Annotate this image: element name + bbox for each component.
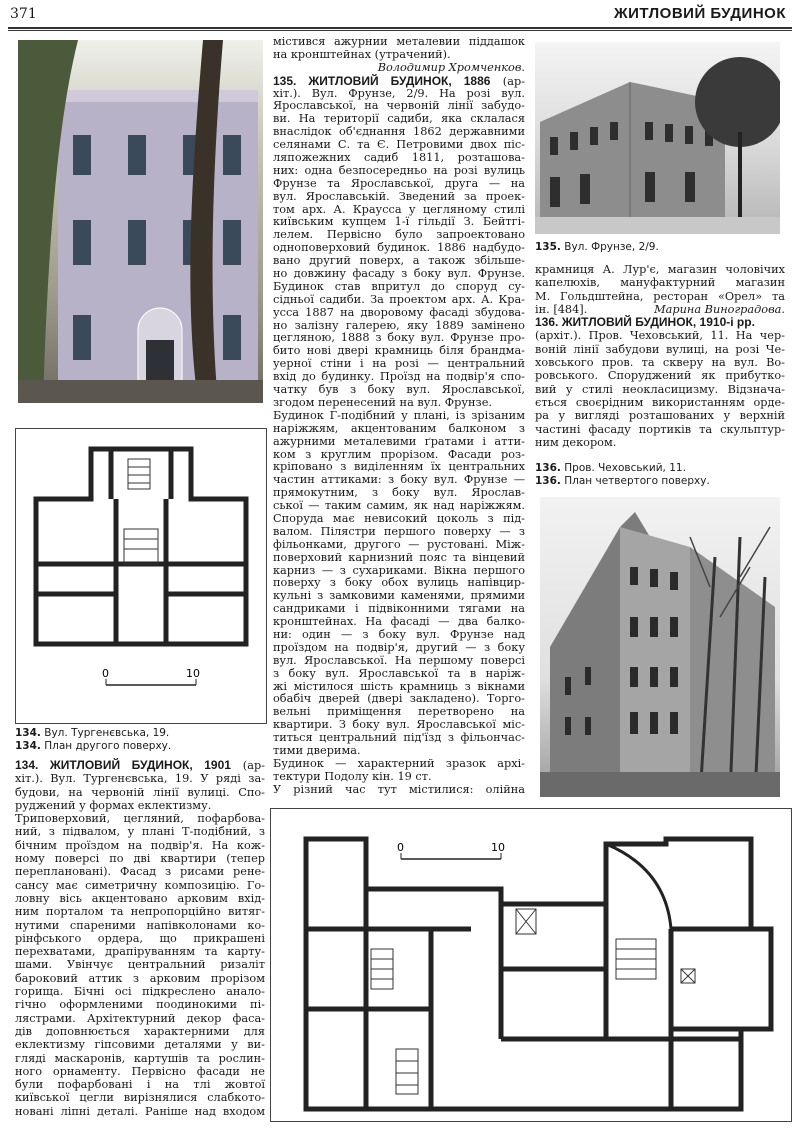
line-text: усса 1887 на дворовому фасаді збудова- [273, 305, 525, 319]
line-text: Споруда має невисокий цоколь з під- [273, 511, 525, 525]
paragraph [273, 758, 525, 784]
line-text: перехватами, драпіруванням та карту- [15, 945, 265, 959]
text-line [15, 985, 265, 998]
paragraph [273, 36, 525, 62]
line-text: прямокутним, з боку вул. Ярослав- [273, 486, 525, 500]
line-text: згодом перенесений на вул. Фрунзе. [273, 395, 492, 409]
line-text: ської — таким самим, як над наріжжям. [273, 499, 525, 513]
text-line [15, 1105, 265, 1118]
caption-134-plan: 134. План другого поверху. [15, 739, 172, 752]
text-line [535, 383, 785, 396]
author-signature: Марина Виноградова. [654, 302, 785, 316]
line-text: еклектизму гіпсовими деталями у ви- [15, 1038, 265, 1052]
line-text: бічним проїздом на подвір'я. На кож- [15, 838, 265, 852]
text-line [15, 972, 265, 985]
text-line [273, 49, 525, 62]
text-line [15, 799, 265, 812]
line-text: карниз — з сухариками. Вікна першого [273, 563, 525, 577]
line-text: но залізну галерею, яку 1889 замінено [273, 318, 525, 332]
paragraph [273, 784, 525, 797]
text-line [15, 1012, 265, 1025]
text-line [535, 276, 785, 289]
line-text: бито нові двері крамниць біля брандма- [273, 344, 525, 358]
line-text: валом. Пілястри першого поверху — з [273, 524, 525, 538]
running-title: ЖИТЛОВИЙ БУДИНОК [614, 5, 786, 22]
captions-134 [15, 727, 265, 752]
caption-136-plan: 136. План четвертого поверху. [535, 474, 710, 487]
paragraph [15, 812, 265, 1118]
text-line [15, 998, 265, 1011]
paragraph [535, 263, 785, 316]
text-line [535, 396, 785, 409]
text-line [15, 1025, 265, 1038]
line-text: проїздом на подвір'я, другий — з боку [273, 640, 525, 654]
line-text: шами. Увінчує центральний ризаліт [15, 958, 265, 972]
line-text: Фрунзе та Ярославської, друга — на [273, 176, 525, 190]
line-text: Будинок став впритул до споруд су- [273, 279, 525, 293]
line-text: том арх. А. Краусса у цегляному стилі [273, 202, 525, 216]
column-1-text [15, 759, 265, 1118]
line-text: поверху з боку обох вулиць напівцир- [273, 576, 525, 590]
line-text: Будинок Г-подібний у плані, із зрізаним [273, 408, 525, 422]
header-rule [8, 27, 792, 31]
line-text: руджений у формах еклектизму. [15, 798, 212, 812]
line-text: новані ліпні деталі. Раніше над входом [15, 1104, 265, 1118]
text-line [535, 290, 785, 303]
text-line [15, 825, 265, 838]
plan-136-scale-end: 10 [491, 841, 505, 854]
caption-134-photo: 134. Вул. Тургенєвська, 19. [15, 727, 170, 739]
line-text: ви. На території садиби, яка склалася [273, 112, 525, 126]
line-text: ється своєрідним використанням орде- [535, 395, 785, 409]
line-text: поверховий карнизний пояс та вінцевий [273, 550, 525, 564]
line-text: хіт.). Вул. Тургенєвська, 19. У ряді за- [15, 772, 265, 786]
line-text: бароковий аттик з арковим прорізом [15, 971, 265, 985]
line-text: ловну вісь акцентовано арковим вхід- [15, 891, 265, 905]
line-text: чатку був з боку вул. Ярославської, [273, 383, 525, 397]
line-text: лястрами. Архітектурний декор фаса- [15, 1011, 265, 1025]
line-text: жі містилося шість крамниць з вікнами [273, 679, 525, 693]
line-text: ра у вигляді розташованих у верхній [535, 409, 785, 423]
line-text: на кронштейнах (утрачений). [273, 47, 451, 61]
text-line [535, 409, 785, 422]
column-2-text [273, 36, 525, 797]
line-text: ний, з підвалом, у плані Т-подібний, з [15, 825, 265, 839]
author-signature: Володимир Хромченков. [377, 60, 525, 74]
line-text: ажурними металевими ґратами і атти- [273, 434, 525, 448]
text-line [15, 905, 265, 918]
paragraph [15, 759, 265, 812]
photo-136-building [540, 497, 780, 797]
line-text: кронштейнах. На фасаді — два балко- [273, 615, 525, 629]
text-line [273, 784, 525, 797]
text-line [15, 786, 265, 799]
line-text: титься центральний під'їзд з фільончас- [273, 731, 525, 745]
line-text: Триповерховий, цегляний, пофарбова- [15, 812, 265, 826]
line-text: ін. [484]. [535, 302, 588, 316]
text-line [15, 852, 265, 865]
line-text: но довжину фасаду з боку вул. Фрунзе. [273, 267, 525, 281]
line-text: Будинок — характерний зразок архі- [273, 756, 525, 770]
line-text: воній лінії забудови вулиці, на розі Че- [535, 342, 785, 356]
text-line [15, 932, 265, 945]
line-text: Ярославської, на червоній лінії забудо- [273, 99, 525, 113]
line-text: горища. Бічні осі підкреслено анало- [15, 985, 265, 999]
line-text: тектури Подолу кін. 19 ст. [273, 769, 432, 783]
line-text: вано другий поверх, а також збільше- [273, 254, 525, 268]
line-text: з боку вул. Ярославської та в наріж- [273, 666, 525, 680]
line-text: ним декором. [535, 435, 617, 449]
line-text: (архіт.). Пров. Чеховський, 11. На чер- [535, 329, 785, 343]
line-text: нутими спареними напівколонами ко- [15, 918, 265, 932]
line-text: них: одна безпосередньо на розі вулиць [273, 163, 525, 177]
text-line [535, 343, 785, 356]
photo-134-building [18, 40, 263, 403]
line-text: (ар- [502, 74, 525, 88]
text-line [15, 812, 265, 825]
line-text: будови, на червоній лінії вулиці. Спо- [15, 785, 265, 799]
text-line [535, 356, 785, 369]
text-line [15, 1078, 265, 1091]
text-line [15, 879, 265, 892]
line-text: одноповерховий будинок. 1886 надбудо- [273, 241, 525, 255]
floor-plan-134 [15, 428, 267, 724]
line-text: квартири. З боку вул. Ярославської міс- [273, 718, 525, 732]
line-text: ком з круглим прорізом. Фасади роз- [273, 447, 525, 461]
text-line [535, 263, 785, 276]
line-text: У різний час тут містилися: олійна [273, 782, 525, 796]
text-line [15, 1065, 265, 1078]
text-line [15, 865, 265, 878]
line-text: були пофарбовані і на тлі жовтої [15, 1078, 265, 1092]
caption-135: 135. Вул. Фрунзе, 2/9. [535, 241, 659, 253]
line-text: гляді маскаронів, картушів та рослин- [15, 1051, 265, 1065]
line-text: ни: один — з боку вул. Фрунзе над [273, 627, 525, 641]
text-line [15, 772, 265, 785]
paragraph [273, 75, 525, 410]
line-text: ховського пров. та скверу на вул. Во- [535, 356, 785, 370]
text-line [535, 423, 785, 436]
line-text: вий у стилі неокласицизму. Відзнача- [535, 382, 785, 396]
line-text: уерної стіни і на розі — центральний [273, 357, 525, 371]
line-text: вул. Ярославської. На першому поверсі [273, 653, 525, 667]
line-text: ним порталом та непропорційно витяг- [15, 905, 265, 919]
line-text: сандриками і підвіконними тягами на [273, 602, 525, 616]
line-text: селянами С. та Є. Петровими двох піс- [273, 138, 525, 152]
line-text: рінфського ордера, що прикрашені [15, 931, 265, 945]
line-text: наріжжям, акцентованим балконом з [273, 421, 525, 435]
captions-136 [535, 462, 785, 487]
caption-136-photo: 136. Пров. Чеховський, 11. [535, 462, 686, 474]
plan-134-scale-end: 10 [186, 667, 200, 680]
line-text: вул. Ярославській. Зведений за проек- [273, 189, 525, 203]
line-text: обабіч дверей (двері закладено). Торго- [273, 692, 525, 706]
text-line [535, 316, 785, 329]
entry-heading: 135. ЖИТЛОВИЙ БУДИНОК, 1886 [273, 73, 491, 88]
line-text: сансу має симетричну композицію. Го- [15, 878, 265, 892]
text-line [15, 759, 265, 772]
line-text: дів доповнюється характерними для [15, 1024, 265, 1038]
page-number: 371 [10, 6, 37, 22]
text-line [15, 919, 265, 932]
text-line [15, 958, 265, 971]
line-text: вхід до будинку. Проїзд на подвір'я спо- [273, 370, 525, 384]
text-line [535, 329, 785, 342]
line-text: частин аттиками: з боку вул. Фрунзе — [273, 473, 525, 487]
line-text: ляпожежних садиб 1811, розташова- [273, 151, 525, 165]
line-text: ного орнаменту. Первісно фасади не [15, 1064, 265, 1078]
line-text: переплановані). Фасад з рисами ренe- [15, 865, 265, 879]
line-text: лелем. Первісно було запроектовано [273, 228, 525, 242]
entry-heading: 134. ЖИТЛОВИЙ БУДИНОК, 1901 [15, 758, 231, 772]
line-text: гічно оформленими поодинокими пі- [15, 998, 265, 1012]
text-line [15, 1052, 265, 1065]
line-text: цегляною, 1888 з боку вул. Фрунзе про- [273, 331, 525, 345]
text-line [15, 945, 265, 958]
line-text: кульні з замковими каменями, прямими [273, 589, 525, 603]
line-text: вельні приміщення перетворено на [273, 705, 525, 719]
line-text: капелюхів, мануфактурний магазин [535, 276, 785, 290]
plan-134-scale-start: 0 [102, 667, 109, 680]
text-line [15, 839, 265, 852]
text-line [15, 1091, 265, 1104]
line-text: (ар- [242, 759, 265, 772]
text-line [535, 369, 785, 382]
paragraph [273, 410, 525, 758]
text-line [15, 892, 265, 905]
line-text: ровського. Споруджений як прибутко- [535, 369, 785, 383]
text-line [15, 1038, 265, 1051]
text-line [535, 436, 785, 449]
line-text: сідньої садиби. За проектом арх. А. Кра- [273, 292, 525, 306]
line-text: київським купцем 1-ї гільдії З. Бейтгі- [273, 215, 525, 229]
paragraph [535, 316, 785, 449]
line-text: ному поверсі по дві квартири (тепер [15, 852, 265, 866]
floor-plan-136 [270, 808, 792, 1122]
line-text: кріповано з виділенням їх центральних [273, 460, 525, 474]
line-text: київської цегли вирізнялися слабкото- [15, 1091, 265, 1105]
column-3-text [535, 263, 785, 449]
entry-heading: 136. ЖИТЛОВИЙ БУДИНОК, 1910-і рр. [535, 315, 755, 330]
line-text: тими дверима. [273, 743, 361, 757]
line-text: крамниця А. Лур'є, магазин чоловічих [535, 263, 785, 276]
line-text: хіт.). Вул. Фрунзе, 2/9. На розі вул. [273, 86, 525, 100]
line-text: частині фасаду портиків та скульптур- [535, 422, 785, 436]
plan-136-scale-start: 0 [397, 841, 404, 854]
line-text: М. Гольдштейна, ресторан «Орел» та [535, 289, 785, 303]
line-text: містився ажурнии металевии піддашок [273, 35, 525, 48]
line-text: фільонками, другого — рустовані. Між- [273, 537, 525, 551]
line-text: внаслідок об'єднання 1862 державними [273, 125, 525, 139]
photo-135-building [535, 42, 780, 234]
